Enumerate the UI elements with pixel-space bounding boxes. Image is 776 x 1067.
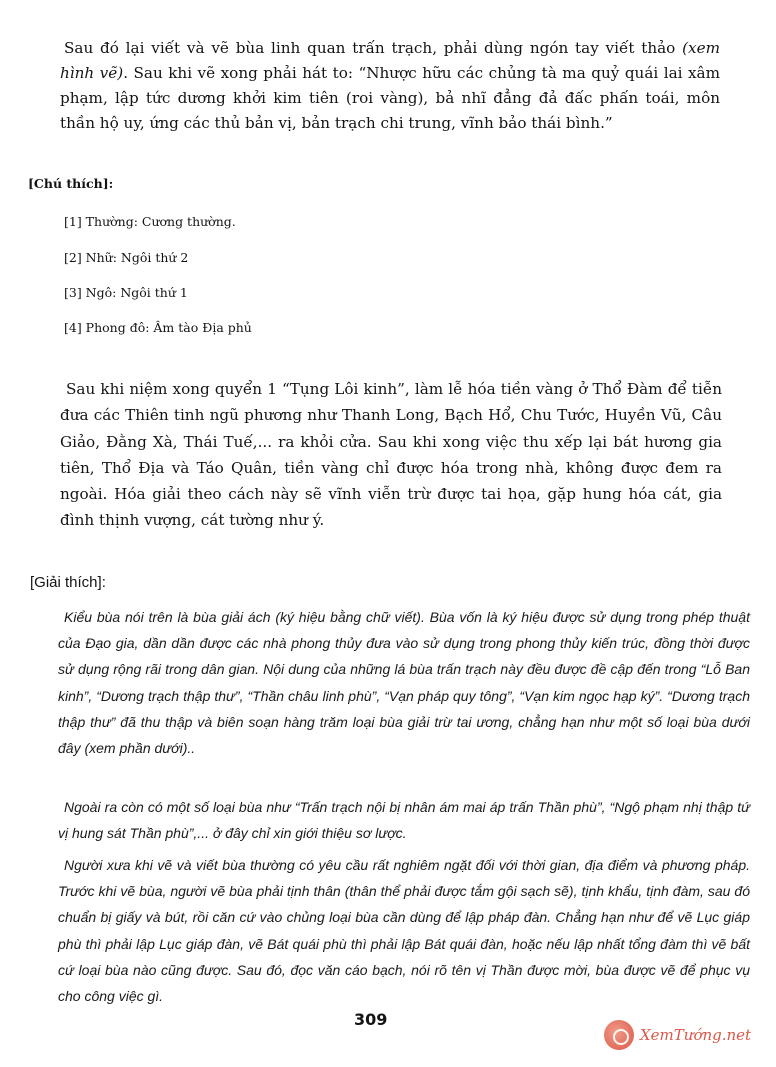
explanation-paragraph: Ngoài ra còn có một số loại bùa như “Trấn trạch nội bị nhân ám mai áp trấn Thần phù”, “Ngộ phạm nhị thập tứ vị hung sát Thần phù”,... ở đây chỉ xin giới thiệu sơ lược. [58,799,750,842]
paragraph-ritual: Sau khi niệm xong quyển 1 “Tụng Lôi kinh”, làm lễ hóa tiền vàng ở Thổ Đàm để tiễn đưa các Thiên tinh ngũ phương như Thanh Long, Bạch Hổ, Chu Tước, Huyền Vũ, Câu Giảo, Đằng Xà, Thái Tuế,... ra khỏi cửa. Sau khi xong việc thu xếp lại bát hương gia tiên, Thổ Địa và Táo Quân, tiền vàng chỉ được hóa trong nhà, không được đem ra ngoài. Hóa giải theo cách này sẽ vĩnh viễn trừ được tai họa, gặp hung hóa cát, gia đình thịnh vượng, cát tường như ý. [60,380,722,530]
paragraph-text: Sau đó lại viết và vẽ bùa linh quan trấn trạch, phải dùng ngón tay viết thảo [64,39,683,57]
paragraph-text: Người xưa khi vẽ và viết bùa thường có yêu cầu rất nghiêm ngặt đối với thời gian, địa điểm và phương pháp. Trước khi vẽ bùa, người vẽ bùa phải tịnh thân [58,857,750,900]
notes-title: [Chú thích]: [28,176,114,191]
paragraph-text: , tịnh khẩu, tịnh đàm, sau đó chuẩn bị giấy và bút, rồi căn cứ vào chủng loại bùa cần dùng để lập pháp đàn. Chẳng hạn như để vẽ Lục giáp phù thì phải lập Lục giáp đàn, vẽ Bát quái phù thì phải lập Bát quái đàn, hoặc nếu lập nhất tổng đàm thì vẽ bất cứ loại bùa nào cũng được. Sau đó, đọc văn cáo bạch, nói rõ tên vị Thần được mời, bùa được vẽ để phục vụ cho công việc gì. [58,883,751,1005]
page-number: 309 [354,1010,388,1029]
explanation-paragraph [58,604,750,761]
paragraph-text: .. [187,740,196,757]
paragraph-text: . Sau khi vẽ xong phải hát to: “Nhược hữu các chủng tà ma quỷ quái lai xâm phạm, lập tức dương khởi kim tiên (roi vàng), bả nhĩ đẳng đả đấc phấn toái, môn thần hộ uy, ứng các thủ bản vị, bản trạch chi trung, vĩnh bảo thái bình.” [60,64,720,132]
explanation-title: [Giải thích]: [30,574,106,591]
watermark-logo [604,1016,774,1054]
note-item: [2] Nhữ: Ngôi thứ 2 [64,250,189,265]
explanation-paragraph [58,852,750,1009]
paragraph-italic: (xem hình vẽ) [60,39,720,82]
paragraph-italic: (xem phần dưới) [84,740,188,757]
note-item: [4] Phong đô: Âm tào Địa phủ [64,320,252,335]
paragraph-italic: (thân thể phải được tắm gội sạch sẽ) [344,883,574,900]
watermark-text: XemTướng.net [640,1026,752,1044]
note-item: [1] Thường: Cương thường. [64,214,236,229]
paragraph-text: Kiểu bùa nói trên là bùa giải ách (ký hiệu bằng chữ viết). Bùa vốn là ký hiệu được sử dụng trong phép thuật của Đạo gia, dần dần được các nhà phong thủy đưa vào sử dụng trong phong thủy kiến trúc, đồng thời được sử dụng rộng rãi trong dân gian. Nội dung của những lá bùa trấn trạch này đều được đề cập đến trong “Lỗ Ban kinh”, “Dương trạch thập thư”, “Thần châu linh phù”, “Vạn pháp quy tông”, “Vạn kim ngọc hạp ký”. “Dương trạch thập thư” đã thu thập và biên soạn hàng trăm loại bùa giải trừ tai ương, chẳng hạn như một số loại bùa dưới đây [58,609,750,757]
note-item: [3] Ngô: Ngôi thứ 1 [64,285,188,300]
yin-yang-icon [604,1020,634,1050]
paragraph-talisman-chant [60,36,720,136]
